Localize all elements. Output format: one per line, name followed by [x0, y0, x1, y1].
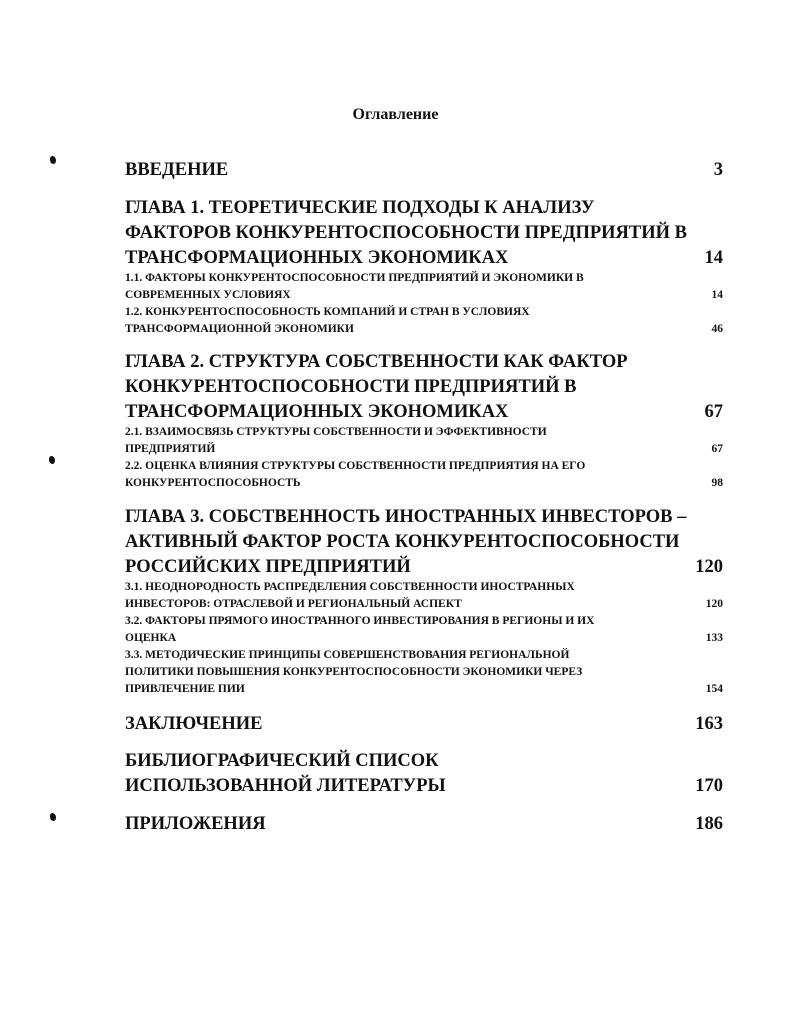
entry-title-line: ТРАНСФОРМАЦИОННЫХ ЭКОНОМИКАХ [125, 248, 509, 268]
entry-title-line: 3.3. МЕТОДИЧЕСКИЕ ПРИНЦИПЫ СОВЕРШЕНСТВОВАНИЯ РЕГИОНАЛЬНОЙ [125, 649, 570, 661]
toc-entry-section-2-2[interactable] [125, 458, 723, 492]
entry-title: ПРИЛОЖЕНИЯ [125, 814, 266, 834]
entry-title-line: КОНКУРЕНТОСПОСОБНОСТЬ [125, 477, 301, 489]
entry-title: ЗАКЛЮЧЕНИЕ [125, 714, 263, 734]
toc-entry-chapter-3[interactable] [125, 505, 723, 580]
scan-mark [50, 813, 56, 821]
toc-entry-chapter-2[interactable] [125, 350, 723, 425]
entry-title-line: ФАКТОРОВ КОНКУРЕНТОСПОСОБНОСТИ ПРЕДПРИЯТИЙ В [125, 223, 687, 243]
entry-title-line: ИНВЕСТОРОВ: ОТРАСЛЕВОЙ И РЕГИОНАЛЬНЫЙ АСПЕКТ [125, 598, 462, 610]
page-number: 67 [704, 402, 723, 422]
page-number: 154 [705, 683, 723, 695]
toc-entry-section-3-3[interactable] [125, 647, 723, 698]
entry-title-line: 2.1. ВЗАИМОСВЯЗЬ СТРУКТУРЫ СОБСТВЕННОСТИ И ЭФФЕКТИВНОСТИ [125, 426, 547, 438]
entry-title-line: ПОЛИТИКИ ПОВЫШЕНИЯ КОНКУРЕНТОСПОСОБНОСТИ ЭКОНОМИКИ ЧЕРЕЗ [125, 666, 583, 678]
toc-entry-conclusion[interactable] [125, 712, 723, 737]
page-number: 163 [695, 714, 723, 734]
entry-title-line: СОВРЕМЕННЫХ УСЛОВИЯХ [125, 289, 291, 301]
toc-entry-chapter-1[interactable] [125, 196, 723, 271]
toc-entry-intro[interactable] [125, 158, 723, 183]
entry-title-line: 1.2. КОНКУРЕНТОСПОСОБНОСТЬ КОМПАНИЙ И СТРАН В УСЛОВИЯХ [125, 306, 530, 318]
entry-title-line: ОЦЕНКА [125, 632, 177, 644]
entry-title: ВВЕДЕНИЕ [125, 160, 229, 180]
toc-entry-bibliography[interactable] [125, 749, 723, 799]
entry-title-line: ПРИВЛЕЧЕНИЕ ПИИ [125, 683, 245, 695]
toc-entry-section-1-2[interactable] [125, 304, 723, 338]
page-number: 133 [705, 632, 723, 644]
entry-title-line: ГЛАВА 2. СТРУКТУРА СОБСТВЕННОСТИ КАК ФАКТОР [125, 352, 628, 372]
entry-title-line: 2.2. ОЦЕНКА ВЛИЯНИЯ СТРУКТУРЫ СОБСТВЕННОСТИ ПРЕДПРИЯТИЯ НА ЕГО [125, 460, 586, 472]
page-number: 120 [705, 598, 723, 610]
toc-entry-appendix[interactable] [125, 812, 723, 837]
entry-title-line: КОНКУРЕНТОСПОСОБНОСТИ ПРЕДПРИЯТИЙ В [125, 377, 577, 397]
scan-mark [50, 156, 56, 164]
toc-title: Оглавление [352, 106, 439, 123]
toc-entry-section-2-1[interactable] [125, 424, 723, 458]
entry-title-line: ИСПОЛЬЗОВАННОЙ ЛИТЕРАТУРЫ [125, 776, 446, 796]
entry-title-line: ПРЕДПРИЯТИЙ [125, 443, 216, 455]
entry-title-line: 3.1. НЕОДНОРОДНОСТЬ РАСПРЕДЕЛЕНИЯ СОБСТВЕННОСТИ ИНОСТРАННЫХ [125, 581, 575, 593]
entry-title-line: АКТИВНЫЙ ФАКТОР РОСТА КОНКУРЕНТОСПОСОБНОСТИ [125, 532, 680, 552]
scan-mark [49, 456, 55, 464]
entry-title-line: 1.1. ФАКТОРЫ КОНКУРЕНТОСПОСОБНОСТИ ПРЕДПРИЯТИЙ И ЭКОНОМИКИ В [125, 272, 584, 284]
page-number: 120 [695, 557, 723, 577]
toc-entry-section-3-1[interactable] [125, 579, 723, 613]
page-number: 14 [711, 289, 723, 301]
toc-entry-section-1-1[interactable] [125, 270, 723, 304]
page-number: 67 [711, 443, 723, 455]
entry-title-line: ТРАНСФОРМАЦИОННОЙ ЭКОНОМИКИ [125, 323, 354, 335]
page-number: 3 [713, 160, 723, 180]
page-number: 170 [695, 776, 723, 796]
entry-title-line: 3.2. ФАКТОРЫ ПРЯМОГО ИНОСТРАННОГО ИНВЕСТИРОВАНИЯ В РЕГИОНЫ И ИХ [125, 615, 595, 627]
entry-title-line: ГЛАВА 3. СОБСТВЕННОСТЬ ИНОСТРАННЫХ ИНВЕСТОРОВ – [125, 507, 687, 527]
toc-entry-section-3-2[interactable] [125, 613, 723, 647]
entry-title-line: ТРАНСФОРМАЦИОННЫХ ЭКОНОМИКАХ [125, 402, 509, 422]
entry-title-line: РОССИЙСКИХ ПРЕДПРИЯТИЙ [125, 557, 411, 577]
entry-title-line: ГЛАВА 1. ТЕОРЕТИЧЕСКИЕ ПОДХОДЫ К АНАЛИЗУ [125, 198, 595, 218]
page-number: 46 [711, 323, 723, 335]
entry-title-line: БИБЛИОГРАФИЧЕСКИЙ СПИСОК [125, 751, 439, 771]
page-number: 186 [695, 814, 723, 834]
page-number: 14 [704, 248, 723, 268]
page-number: 98 [711, 477, 723, 489]
